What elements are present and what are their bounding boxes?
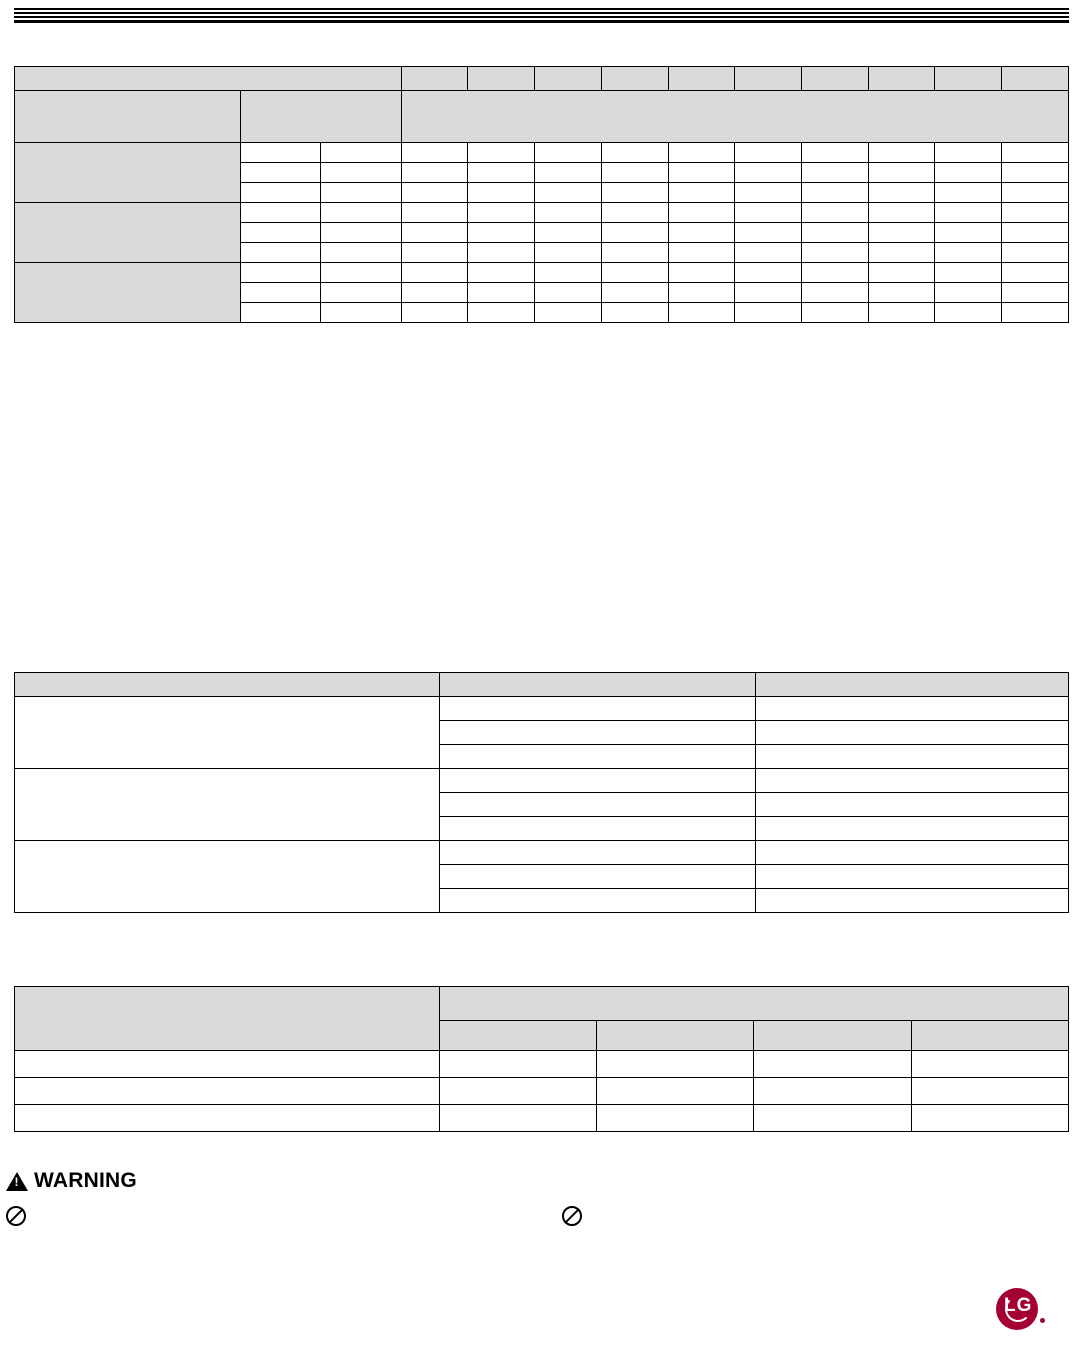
table-header-cell	[668, 67, 735, 91]
secondary-table-grid	[14, 672, 1069, 913]
table-cell	[735, 303, 802, 323]
table-cell	[321, 143, 402, 163]
specification-table-grid	[14, 66, 1069, 323]
table-row	[15, 1051, 1069, 1078]
table-cell	[1002, 303, 1069, 323]
table-cell	[601, 163, 668, 183]
table-cell	[321, 243, 402, 263]
table-header-cell	[15, 673, 440, 697]
table-header-row-top	[15, 987, 1069, 1021]
table-cell	[868, 163, 935, 183]
table-cell	[735, 203, 802, 223]
secondary-table	[14, 672, 1069, 913]
table-cell	[1002, 143, 1069, 163]
table-cell	[468, 263, 535, 283]
table-cell	[601, 243, 668, 263]
lg-logo-dot	[1040, 1318, 1045, 1323]
table-cell	[1002, 203, 1069, 223]
table-cell	[935, 283, 1002, 303]
table-cell	[801, 223, 868, 243]
table-cell	[935, 223, 1002, 243]
table-cell	[321, 223, 402, 243]
table-cell	[935, 203, 1002, 223]
table-cell	[439, 793, 755, 817]
table-row	[15, 203, 1069, 223]
rule-line-4	[14, 20, 1069, 23]
specification-table	[14, 66, 1069, 323]
table-subheader-span	[401, 91, 1068, 143]
table-cell	[468, 283, 535, 303]
table-header-corner	[15, 67, 402, 91]
table-cell	[468, 183, 535, 203]
table-cell	[868, 303, 935, 323]
table-cell	[735, 263, 802, 283]
table-cell	[535, 163, 602, 183]
table-subheader-unit	[240, 91, 401, 143]
table-cell	[801, 183, 868, 203]
table-cell	[535, 143, 602, 163]
row-group-label	[15, 769, 440, 841]
table-cell	[1002, 223, 1069, 243]
table-cell	[1002, 283, 1069, 303]
table-cell	[601, 263, 668, 283]
table-cell	[439, 817, 755, 841]
table-cell	[439, 1078, 596, 1105]
table-cell	[668, 243, 735, 263]
table-cell	[755, 721, 1068, 745]
table-cell	[935, 163, 1002, 183]
row-label	[15, 1105, 440, 1132]
table-subheader-cell	[911, 1021, 1068, 1051]
table-cell	[668, 303, 735, 323]
table-cell	[753, 1051, 911, 1078]
table-header-row-second	[15, 91, 1069, 143]
table-cell	[911, 1051, 1068, 1078]
table-cell	[755, 745, 1068, 769]
warning-header	[6, 1168, 1066, 1194]
table-cell	[668, 183, 735, 203]
table-cell	[601, 143, 668, 163]
tertiary-table-grid	[14, 986, 1069, 1132]
table-cell	[321, 263, 402, 283]
warning-bullet-text	[582, 1206, 590, 1209]
table-cell	[401, 223, 468, 243]
warning-block	[6, 1168, 1066, 1228]
row-label	[15, 1078, 440, 1105]
tertiary-table	[14, 986, 1069, 1132]
table-cell	[755, 841, 1068, 865]
table-cell	[868, 183, 935, 203]
lg-logo-circle	[996, 1288, 1038, 1330]
table-cell	[601, 283, 668, 303]
table-cell	[468, 243, 535, 263]
table-subheader-label	[15, 91, 241, 143]
table-cell	[935, 183, 1002, 203]
table-subheader-cell	[439, 1021, 596, 1051]
table-header-cell	[468, 67, 535, 91]
table-cell	[596, 1078, 753, 1105]
table-cell	[468, 163, 535, 183]
table-cell	[401, 263, 468, 283]
table-cell	[801, 303, 868, 323]
table-cell	[1002, 263, 1069, 283]
table-cell	[240, 243, 321, 263]
table-cell	[439, 769, 755, 793]
page-top-rule-band	[14, 8, 1069, 24]
table-row	[15, 769, 1069, 793]
table-cell	[321, 203, 402, 223]
table-cell	[240, 263, 321, 283]
table-row	[15, 263, 1069, 283]
table-cell	[601, 303, 668, 323]
table-header-cell	[755, 673, 1068, 697]
table-header-cell	[601, 67, 668, 91]
table-cell	[735, 163, 802, 183]
warning-bullet-secondary	[562, 1206, 590, 1226]
table-header-cell	[801, 67, 868, 91]
table-cell	[935, 143, 1002, 163]
table-cell	[601, 203, 668, 223]
warning-bullet-row	[6, 1206, 1066, 1228]
lg-logo	[996, 1288, 1058, 1332]
lg-logo-letters: LG	[1004, 1295, 1033, 1316]
table-cell	[601, 223, 668, 243]
table-header-cell	[868, 67, 935, 91]
table-cell	[535, 263, 602, 283]
table-cell	[801, 203, 868, 223]
table-cell	[439, 721, 755, 745]
table-cell	[439, 1105, 596, 1132]
warning-bullet-text	[26, 1206, 34, 1209]
table-cell	[401, 143, 468, 163]
table-header-cell	[935, 67, 1002, 91]
table-cell	[535, 223, 602, 243]
row-label	[15, 1051, 440, 1078]
table-cell	[935, 303, 1002, 323]
table-cell	[468, 223, 535, 243]
table-header-cell	[1002, 67, 1069, 91]
table-cell	[868, 223, 935, 243]
table-cell	[439, 841, 755, 865]
table-header-cell	[735, 67, 802, 91]
table-cell	[596, 1051, 753, 1078]
table-cell	[240, 143, 321, 163]
table-cell	[468, 203, 535, 223]
table-header-corner	[15, 987, 440, 1051]
table-cell	[668, 143, 735, 163]
table-row	[15, 697, 1069, 721]
table-header-group	[439, 987, 1068, 1021]
rule-line-1	[14, 8, 1069, 10]
table-cell	[868, 143, 935, 163]
table-cell	[668, 283, 735, 303]
warning-triangle-icon	[6, 1172, 28, 1191]
table-cell	[753, 1078, 911, 1105]
row-group-label	[15, 697, 440, 769]
table-cell	[801, 263, 868, 283]
table-row	[15, 841, 1069, 865]
row-group-label	[15, 203, 241, 263]
table-cell	[535, 183, 602, 203]
table-cell	[535, 303, 602, 323]
table-cell	[935, 263, 1002, 283]
table-cell	[735, 243, 802, 263]
rule-line-2	[14, 12, 1069, 14]
warning-title: WARNING	[34, 1169, 137, 1192]
table-header-cell	[439, 673, 755, 697]
table-cell	[868, 203, 935, 223]
table-cell	[240, 303, 321, 323]
table-cell	[535, 243, 602, 263]
table-cell	[321, 183, 402, 203]
table-cell	[1002, 163, 1069, 183]
table-cell	[401, 163, 468, 183]
table-subheader-cell	[596, 1021, 753, 1051]
table-cell	[535, 283, 602, 303]
table-cell	[439, 745, 755, 769]
table-cell	[1002, 243, 1069, 263]
table-cell	[868, 263, 935, 283]
table-cell	[935, 243, 1002, 263]
table-cell	[735, 143, 802, 163]
prohibition-icon	[6, 1206, 26, 1226]
table-cell	[755, 817, 1068, 841]
table-cell	[753, 1105, 911, 1132]
table-cell	[755, 697, 1068, 721]
table-cell	[1002, 183, 1069, 203]
table-cell	[401, 303, 468, 323]
table-cell	[735, 183, 802, 203]
rule-line-3	[14, 16, 1069, 18]
table-cell	[668, 223, 735, 243]
table-cell	[439, 1051, 596, 1078]
table-cell	[321, 163, 402, 183]
table-cell	[321, 303, 402, 323]
table-cell	[868, 243, 935, 263]
table-cell	[668, 163, 735, 183]
table-cell	[468, 143, 535, 163]
table-cell	[439, 697, 755, 721]
table-cell	[801, 163, 868, 183]
table-row	[15, 143, 1069, 163]
prohibition-icon	[562, 1206, 582, 1226]
table-cell	[401, 283, 468, 303]
table-cell	[596, 1105, 753, 1132]
table-cell	[439, 865, 755, 889]
table-cell	[468, 303, 535, 323]
table-subheader-cell	[753, 1021, 911, 1051]
table-cell	[535, 203, 602, 223]
table-cell	[321, 283, 402, 303]
table-cell	[240, 203, 321, 223]
table-cell	[668, 203, 735, 223]
table-cell	[668, 263, 735, 283]
table-header-cell	[401, 67, 468, 91]
row-group-label	[15, 263, 241, 323]
table-cell	[735, 223, 802, 243]
table-row	[15, 1105, 1069, 1132]
table-cell	[240, 163, 321, 183]
table-cell	[801, 283, 868, 303]
table-header-row-top	[15, 67, 1069, 91]
table-cell	[240, 183, 321, 203]
table-cell	[755, 769, 1068, 793]
row-group-label	[15, 841, 440, 913]
table-header-row	[15, 673, 1069, 697]
table-cell	[755, 889, 1068, 913]
table-cell	[735, 283, 802, 303]
table-cell	[911, 1105, 1068, 1132]
table-cell	[401, 243, 468, 263]
table-cell	[911, 1078, 1068, 1105]
table-cell	[401, 203, 468, 223]
table-cell	[439, 889, 755, 913]
table-cell	[801, 243, 868, 263]
table-cell	[755, 793, 1068, 817]
table-cell	[240, 223, 321, 243]
table-cell	[755, 865, 1068, 889]
table-cell	[240, 283, 321, 303]
table-row	[15, 1078, 1069, 1105]
table-cell	[401, 183, 468, 203]
table-cell	[601, 183, 668, 203]
table-cell	[868, 283, 935, 303]
table-header-cell	[535, 67, 602, 91]
table-cell	[801, 143, 868, 163]
row-group-label	[15, 143, 241, 203]
